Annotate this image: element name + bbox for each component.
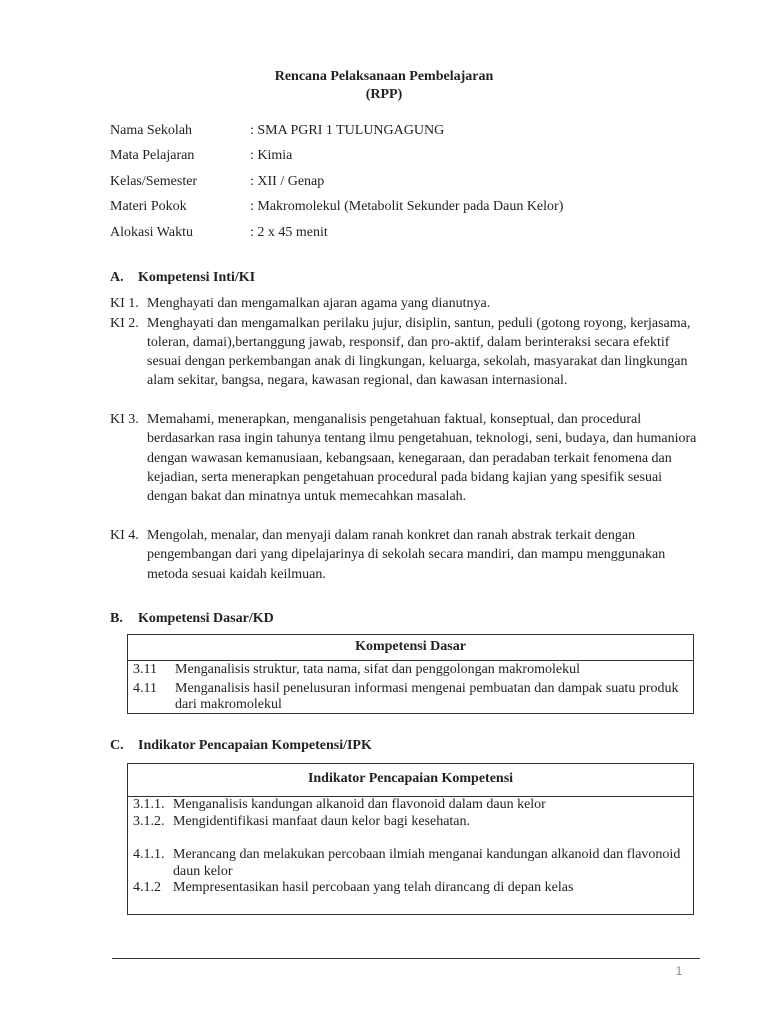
section-number: B. xyxy=(110,611,123,626)
ki-text: Menghayati dan mengamalkan ajaran agama yang dianutnya. xyxy=(147,296,491,311)
ipk-text: Mempresentasikan hasil percobaan yang telah dirancang di depan kelas xyxy=(173,880,574,895)
section-number: A. xyxy=(110,270,124,285)
ki-text: Mengolah, menalar, dan menyaji dalam ranah konkret dan ranah abstrak terkait dengan pengembangan dari yang dipelajarinya di sekolah secara mandiri, dan mampu menggunakan metoda sesuai kaidah keilmuan. xyxy=(147,528,666,582)
section-title: Kompetensi Dasar/KD xyxy=(138,611,274,626)
ipk-number: 4.1.1. xyxy=(133,847,165,862)
ki-number: KI 2. xyxy=(110,315,139,331)
section-number: C. xyxy=(110,738,124,753)
info-label: Nama Sekolah xyxy=(110,122,193,138)
ki-item-1 xyxy=(110,294,700,313)
section-a-heading xyxy=(110,270,255,286)
ipk-row xyxy=(128,880,693,897)
document-subtitle: (RPP) xyxy=(365,87,403,102)
ipk-table-header: Indikator Pencapaian Kompetensi xyxy=(128,764,693,797)
section-c-heading xyxy=(110,738,372,754)
info-label: Kelas/Semester xyxy=(110,173,198,189)
ipk-number: 3.1.1. xyxy=(133,797,165,812)
kd-number: 4.11 xyxy=(133,680,157,696)
info-value: : 2 x 45 menit xyxy=(250,224,328,240)
kd-table-header: Kompetensi Dasar xyxy=(128,635,693,661)
ipk-text: Merancang dan melakukan percobaan ilmiah menganai kandungan alkanoid dan flavonoid daun kelor xyxy=(173,847,681,879)
section-title: Indikator Pencapaian Kompetensi/IPK xyxy=(138,738,372,753)
ki-number: KI 4. xyxy=(110,528,139,543)
ki-item-4 xyxy=(110,526,700,584)
ipk-row xyxy=(128,797,693,814)
info-value: : Makromolekul (Metabolit Sekunder pada Daun Kelor) xyxy=(250,199,564,215)
info-label: Mata Pelajaran xyxy=(110,148,195,164)
ki-text: Memahami, menerapkan, menganalisis pengetahuan faktual, konseptual, dan procedural berdasarkan rasa ingin tahunya tentang ilmu pengetahuan, teknologi, seni, budaya, dan humaniora dengan wawasan kemanusiaan, kebangsaan, kenegaraan, dan peradaban terkait fenomena dan kejadian, serta menerapkan pengetahuan procedural pada bidang kajian yang spesifik sesuai dengan bakat dan minatnya untuk memecahkan masalah. xyxy=(147,412,697,505)
kd-text: Menganalisis struktur, tata nama, sifat dan penggolongan makromolekul xyxy=(175,662,580,677)
kd-number: 3.11 xyxy=(133,662,157,677)
info-value: : XII / Genap xyxy=(250,173,325,189)
info-row-subject xyxy=(110,144,563,170)
row-spacer xyxy=(128,830,693,847)
info-value: : Kimia xyxy=(250,148,293,164)
ipk-number: 4.1.2 xyxy=(133,880,161,895)
info-row-topic xyxy=(110,195,563,221)
kd-row xyxy=(128,681,693,714)
kd-text: Menganalisis hasil penelusuran informasi mengenai pembuatan dan dampak suatu produk dari makromolekul xyxy=(175,680,679,712)
section-title: Kompetensi Inti/KI xyxy=(138,270,256,285)
ipk-row xyxy=(128,847,693,880)
ipk-number: 3.1.2. xyxy=(133,813,165,829)
identity-block xyxy=(110,118,563,246)
kd-table xyxy=(127,634,694,714)
section-b-heading xyxy=(110,611,274,627)
page-number: 1 xyxy=(675,964,683,978)
document-title: Rencana Pelaksanaan Pembelajaran xyxy=(274,69,494,84)
info-label: Alokasi Waktu xyxy=(110,224,193,240)
kd-row xyxy=(128,662,693,679)
ki-text: Menghayati dan mengamalkan perilaku jujur, disiplin, santun, peduli (gotong royong, kerjasama, toleran, damai),bertanggung jawab, responsif, dan pro-aktif, dalam berinteraksi secara efektif sesuai dengan perkembangan anak di lingkungan, keluarga, sekolah, masyarakat dan lingkungan alam sekitar, bangsa, negara, kawasan regional, dan kawasan internasional. xyxy=(147,315,691,389)
info-value: : SMA PGRI 1 TULUNGAGUNG xyxy=(250,122,445,138)
ipk-table xyxy=(127,763,694,915)
info-row-class xyxy=(110,169,563,195)
ki-item-3 xyxy=(110,410,700,506)
ki-item-2 xyxy=(110,314,700,391)
ipk-row xyxy=(128,814,693,831)
info-row-school xyxy=(110,118,563,144)
ipk-text: Menganalisis kandungan alkanoid dan flavonoid dalam daun kelor xyxy=(173,797,546,812)
info-row-time xyxy=(110,220,563,246)
ki-number: KI 1. xyxy=(110,296,139,311)
info-label: Materi Pokok xyxy=(110,199,187,215)
footer-divider xyxy=(112,958,700,959)
ki-number: KI 3. xyxy=(110,412,139,427)
ipk-text: Mengidentifikasi manfaat daun kelor bagi kesehatan. xyxy=(173,813,471,829)
